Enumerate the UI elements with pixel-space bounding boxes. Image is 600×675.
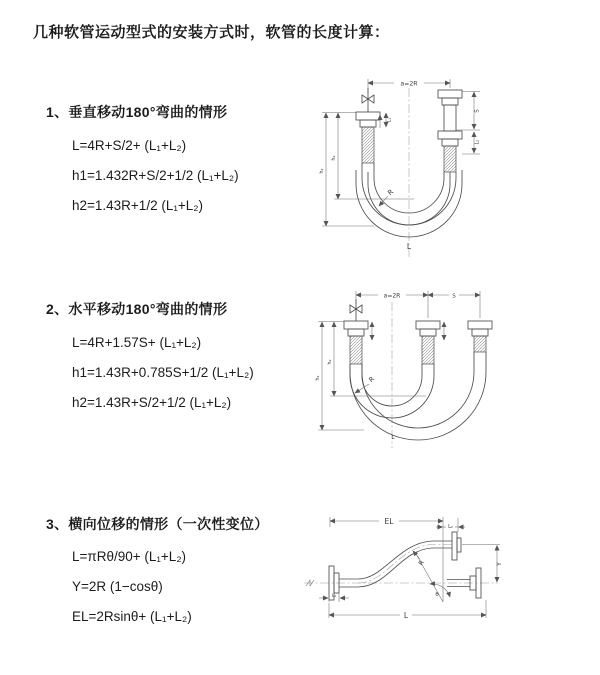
formula-line: h1=1.43R+0.785S+1/2 (L₁+L₂) bbox=[72, 365, 254, 380]
formula-line: Y=2R (1−cosθ) bbox=[72, 579, 163, 594]
dimension-l2 bbox=[436, 518, 465, 532]
centerline bbox=[304, 580, 498, 586]
hose-s-curve bbox=[358, 541, 452, 587]
dim-label-l: L bbox=[403, 611, 409, 620]
diagram-lateral-displacement bbox=[300, 505, 600, 645]
section-2-heading: 2、水平移动180°弯曲的情形 bbox=[46, 301, 228, 317]
dim-label-el: EL bbox=[384, 517, 394, 526]
formula-line: EL=2Rsinθ+ (L₁+L₂) bbox=[72, 609, 192, 624]
dim-label-l2: L₂ bbox=[448, 524, 453, 530]
middle-pipe bbox=[416, 321, 444, 364]
dimension-l1 bbox=[386, 113, 393, 127]
dim-label-y: Y bbox=[496, 562, 503, 566]
dimension-y bbox=[462, 545, 503, 583]
radius-callout bbox=[379, 188, 395, 206]
section-3-heading: 3、横向位移的情形（一次性变位） bbox=[46, 516, 269, 532]
section-horizontal-180 bbox=[46, 299, 254, 418]
page-title: 几种软管运动型式的安装方式时，软管的长度计算： bbox=[33, 24, 390, 41]
dim-label-l1: L₁ bbox=[386, 117, 393, 123]
section-1-heading: 1、垂直移动180°弯曲的情形 bbox=[46, 104, 228, 120]
dim-label-s: S bbox=[474, 109, 481, 113]
formula-line: L=4R+S/2+ (L₁+L₂) bbox=[72, 138, 187, 153]
right-pipe bbox=[438, 90, 462, 172]
dim-label-s: S bbox=[452, 293, 456, 300]
dim-label-r: R bbox=[367, 374, 377, 384]
dimension-a2r bbox=[356, 290, 480, 318]
dim-label-l2: L₂ bbox=[474, 139, 481, 145]
section-vertical-180 bbox=[46, 102, 239, 221]
section-3-formulas bbox=[46, 542, 269, 632]
formula-line: L=πRθ/90+ (L₁+L₂) bbox=[72, 549, 187, 564]
dim-label-h2: h₂ bbox=[331, 155, 337, 161]
formula-line: h1=1.432R+S/2+1/2 (L₁+L₂) bbox=[72, 168, 239, 183]
section-1-formulas bbox=[46, 131, 239, 221]
dim-label-l-total: L bbox=[391, 434, 395, 441]
left-pipe bbox=[344, 321, 372, 364]
dim-label-l-total: L bbox=[406, 242, 412, 251]
dim-label-a2r: a=2R bbox=[383, 292, 401, 300]
formula-line: L=4R+1.57S+ (L₁+L₂) bbox=[72, 335, 202, 350]
dimension-s bbox=[428, 290, 480, 300]
valve-icon bbox=[362, 88, 374, 112]
radius-callout bbox=[413, 551, 426, 567]
dim-label-a2r: a=2R bbox=[400, 80, 418, 88]
diagram-vertical-180-bend bbox=[310, 66, 595, 264]
upper-right-flange bbox=[452, 532, 461, 560]
dim-label-h1: h₁ bbox=[315, 375, 321, 381]
valve-icon bbox=[350, 299, 362, 321]
dim-label-r: R bbox=[386, 187, 396, 198]
dim-label-h2: h₂ bbox=[327, 359, 333, 365]
dim-label-theta: θ bbox=[435, 592, 439, 598]
dimension-l1 bbox=[319, 593, 349, 602]
diagram-horizontal-180-bend bbox=[308, 278, 600, 464]
formula-line: h2=1.43R+1/2 (L₁+L₂) bbox=[72, 198, 204, 213]
dimension-el bbox=[330, 516, 443, 603]
right-pipe bbox=[468, 321, 492, 352]
dimension-l-total bbox=[329, 600, 486, 620]
left-pipe bbox=[356, 112, 380, 163]
dim-label-r: R bbox=[416, 558, 426, 568]
section-2-formulas bbox=[46, 328, 254, 418]
section-lateral-displacement bbox=[46, 514, 269, 632]
dim-label-h1: h₁ bbox=[319, 168, 325, 174]
formula-line: h2=1.43R+S/2+1/2 (L₁+L₂) bbox=[72, 395, 232, 410]
dimension-l2 bbox=[474, 132, 481, 153]
dim-label-l1: L₁ bbox=[331, 594, 337, 599]
